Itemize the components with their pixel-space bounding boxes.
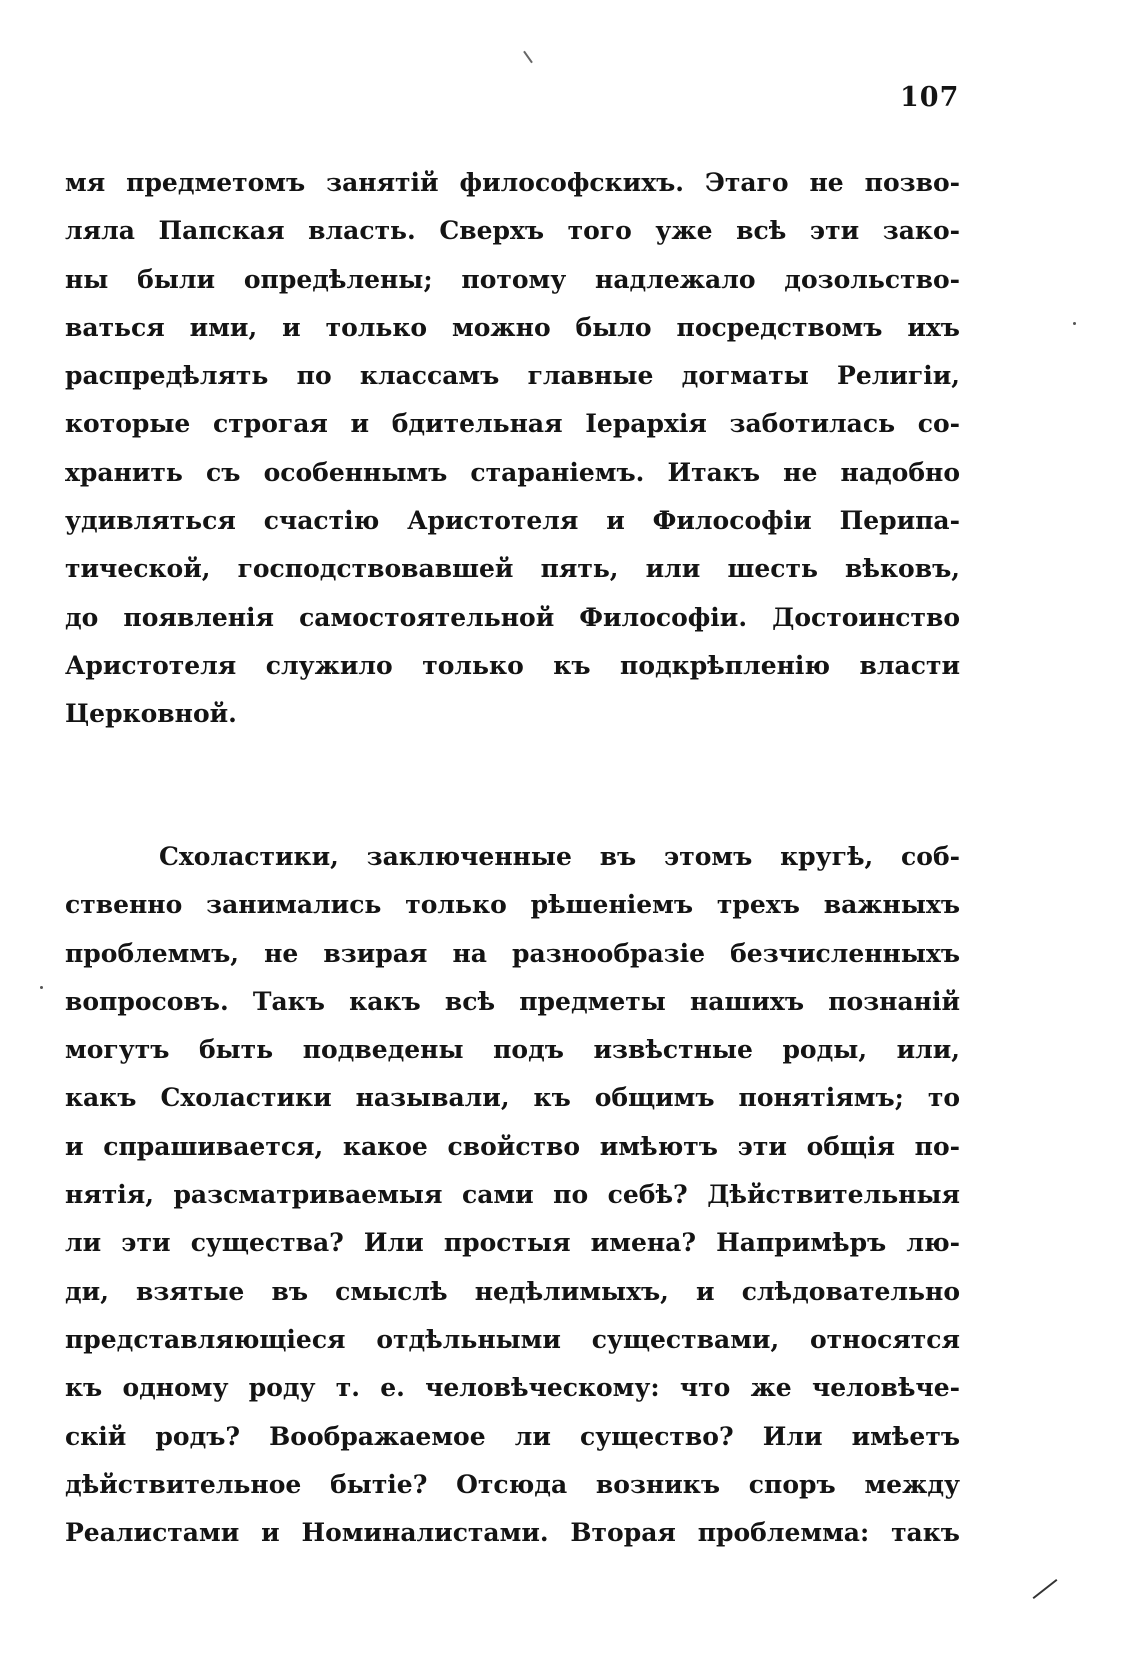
text-line: Схоластики, заключенные въ этомъ кругѣ, соб- [159,842,960,871]
text-line: нятія, разсматриваемыя сами по себѣ? Дѣйствительныя [65,1180,960,1210]
text-line: представляющіеся отдѣльными существами, относятся [65,1324,960,1354]
text-line: ственно занимались только рѣшеніемъ трехъ важныхъ [65,890,960,920]
text-line: мя предметомъ занятій философскихъ. Этаго не позво- [65,168,960,197]
text-line: Церковной. [65,699,237,729]
text-line: которые строгая и бдительная Іерархія заботилась со- [65,409,960,439]
ink-speck [40,986,43,989]
text-line: Аристотеля служило только къ подкрѣпленію власти [65,650,960,680]
text-line: могутъ быть подведены подъ извѣстные роды, или, [65,1035,960,1065]
text-line: Реалистами и Номиналистами. Вторая проблемма: такъ [65,1518,960,1548]
text-line: дѣйствительное бытіе? Отсюда возникъ споръ между [65,1469,960,1499]
text-line: хранить съ особеннымъ стараніемъ. Итакъ не надобно [65,457,960,487]
text-line: ди, взятые въ смыслѣ недѣлимыхъ, и слѣдовательно [65,1276,960,1306]
text-line: распредѣлять по классамъ главные догматы Религіи, [65,361,960,391]
text-line: къ одному роду т. е. человѣческому: что же человѣче- [65,1373,960,1403]
text-line: и спрашивается, какое свойство имѣютъ эти общія по- [65,1131,960,1161]
text-line: скій родъ? Воображаемое ли существо? Или имѣетъ [65,1421,960,1451]
text-line: ны были опредѣлены; потому надлежало дозольство- [65,264,960,294]
text-line: ли эти существа? Или простыя имена? Напримѣръ лю- [65,1228,960,1258]
text-line: до появленія самостоятельной Философіи. Достоинство [65,602,960,632]
stray-mark [523,51,533,64]
paragraph-2 [65,833,960,1557]
text-line: удивляться счастію Аристотеля и Философіи Перипа- [65,506,960,536]
page-number: 107 [900,82,960,113]
text-line: вопросовъ. Такъ какъ всѣ предметы нашихъ познаній [65,986,960,1016]
text-line: ляла Папская власть. Сверхъ того уже всѣ эти зако- [65,216,960,246]
text-line: тической, господствовавшей пять, или шесть вѣковъ, [65,554,960,584]
paragraph-1 [65,159,960,739]
ink-speck [1073,322,1076,325]
text-line: проблеммъ, не взирая на разнообразіе безчисленныхъ [65,938,960,968]
text-line: какъ Схоластики называли, къ общимъ понятіямъ; то [65,1083,960,1113]
pen-stroke [1033,1579,1058,1599]
text-line: ваться ими, и только можно было посредствомъ ихъ [65,312,960,342]
